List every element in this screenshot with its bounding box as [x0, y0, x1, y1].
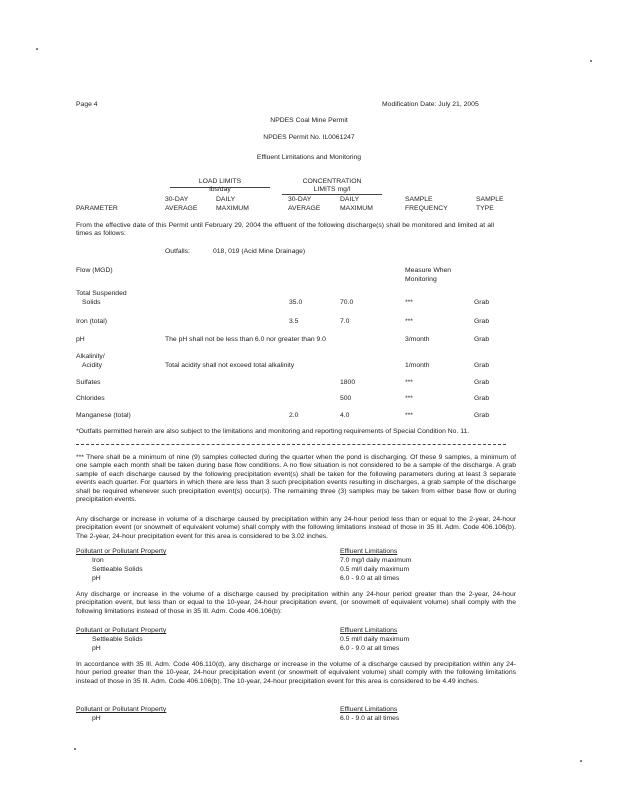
- scan-speck: [74, 748, 76, 750]
- row-ph-param: pH: [76, 336, 85, 343]
- row-alk-text: Total acidity shall not exceed total alkalinity: [165, 362, 295, 369]
- row-iron-avg: 3.5: [289, 318, 299, 325]
- row-tss-param: Total Suspended: [76, 290, 127, 297]
- row-tss-max: 70.0: [340, 299, 354, 306]
- col-conc-max-label: DAILY: [340, 196, 360, 203]
- list1-item-name: pH: [92, 575, 101, 582]
- col-conc-avg-label-2: AVERAGE: [288, 205, 321, 212]
- col-sample-freq-label: SAMPLE: [405, 196, 433, 203]
- row-mn-max: 4.0: [340, 412, 350, 419]
- row-mn-type: Grab: [474, 412, 490, 419]
- row-iron-max: 7.0: [340, 318, 350, 325]
- row-sulfate-max: 1800: [340, 379, 356, 386]
- row-mn-param: Manganese (total): [76, 412, 131, 419]
- permit-number: NPDES Permit No. IL0061247: [263, 134, 355, 141]
- modification-date: Modification Date: July 21, 2005: [382, 101, 479, 108]
- row-alk-param-2: Acidity: [82, 362, 103, 369]
- load-limits-heading: LOAD LIMITS: [198, 178, 242, 185]
- row-flow-param: Flow (MGD): [76, 267, 113, 274]
- list2-item-limit: 0.5 ml/l daily maximum: [340, 636, 410, 643]
- page-title: NPDES Coal Mine Permit: [270, 117, 348, 124]
- section-title: Effluent Limitations and Monitoring: [256, 154, 362, 161]
- scan-speck: [580, 760, 582, 762]
- col-sample-freq-label-2: FREQUENCY: [405, 205, 448, 212]
- concentration-units: LIMITS mg/l: [313, 186, 351, 193]
- outfalls-footnote: *Outfalls permitted herein are also subject to the limitations and monitoring and reporting requirements of Special Condition No. 11.: [76, 428, 470, 435]
- col-conc-max-label-2: MAXIMUM: [340, 205, 373, 212]
- scan-speck: [36, 48, 38, 50]
- row-alk-freq: 1/month: [405, 362, 430, 369]
- row-flow-freq-2: Monitoring: [405, 276, 437, 283]
- row-tss-avg: 35.0: [289, 299, 303, 306]
- row-alk-type: Grab: [474, 362, 490, 369]
- concentration-heading: CONCENTRATION: [302, 178, 362, 185]
- sampling-paragraph: *** There shall be a minimum of nine (9) samples collected during the quarter when the pond is discharging. Of these 9 samples, a minimum of one sample each month shall be taken during base flow conditions. A no flow situation is not considered to be a sample of the discharge. A grab sample of each discharge caused by the following precipitation event(s) shall be taken for the following parameters during at least 3 separate events each quarter. For quarters in which there are less than 3 such precipitation events resulting in discharges, a grab sample of the discharge shall be required whenever such precipitation event(s) occur(s). The remaining three (3) samples may be taken from either base flow or during precipitation events.: [76, 454, 516, 504]
- outfall-value: 018, 019 (Acid Mine Drainage): [213, 248, 306, 255]
- row-ph-freq: 3/month: [405, 336, 430, 343]
- row-iron-freq: ***: [405, 318, 413, 325]
- row-chloride-param: Chlorides: [76, 395, 105, 402]
- row-alk-param: Alkalinity/: [76, 353, 105, 360]
- row-iron-type: Grab: [474, 318, 490, 325]
- row-mn-avg: 2.0: [289, 412, 299, 419]
- list2-heading-right: Effluent Limitations: [340, 627, 398, 634]
- list1-heading-left: Pollutant or Pollutant Property: [76, 548, 167, 555]
- row-sulfate-param: Sulfates: [76, 379, 101, 386]
- col-parameter-label: PARAMETER: [76, 205, 118, 212]
- col-load-max-label: DAILY: [216, 196, 236, 203]
- col-load-avg-label: 30-DAY: [165, 196, 189, 203]
- list1-item-name: Settleable Solids: [92, 566, 143, 573]
- scan-speck: [590, 60, 592, 62]
- row-tss-freq: ***: [405, 299, 413, 306]
- page-number: Page 4: [76, 101, 98, 108]
- list2-item-limit: 6.0 - 9.0 at all times: [340, 645, 400, 652]
- list1-item-limit: 0.5 ml/l daily maximum: [340, 566, 410, 573]
- two-year-paragraph: Any discharge or increase in volume of a discharge caused by precipitation within any 24-hour period less than or equal to the 2-year, 24-hour precipitation event (or snowmelt of equivalent volume) shall comply with the following limitations instead of those in 35 Ill. Adm. Code 406.106(b). The 2-year, 24-hour precipitation event for this area is considered to be 3.02 inches.: [76, 516, 516, 540]
- row-ph-text: The pH shall not be less than 6.0 nor greater than 9.0: [165, 336, 326, 343]
- list2-heading-left: Pollutant or Pollutant Property: [76, 627, 167, 634]
- row-tss-param-2: Solids: [82, 299, 101, 306]
- row-tss-type: Grab: [474, 299, 490, 306]
- row-sulfate-freq: ***: [405, 379, 413, 386]
- list3-heading-left: Pollutant or Pollutant Property: [76, 706, 167, 713]
- list3-item-name: pH: [92, 715, 101, 722]
- list1-item-limit: 6.0 - 9.0 at all times: [340, 575, 400, 582]
- list3-item-limit: 6.0 - 9.0 at all times: [340, 715, 400, 722]
- row-flow-freq: Measure When: [405, 267, 452, 274]
- col-sample-type-label: SAMPLE: [476, 196, 504, 203]
- row-sulfate-type: Grab: [474, 379, 490, 386]
- list3-heading-right: Effluent Limitations: [340, 706, 398, 713]
- list1-item-limit: 7.0 mg/l daily maximum: [340, 557, 412, 564]
- list2-item-name: Settleable Solids: [92, 636, 143, 643]
- intro-text: From the effective date of this Permit until February 29, 2004 the effluent of the following discharge(s) shall be monitored and limited at all times as follows:: [76, 222, 494, 238]
- load-limits-units: lbs/day: [209, 186, 231, 193]
- col-sample-type-label-2: TYPE: [476, 205, 494, 212]
- row-chloride-max: 500: [340, 395, 352, 402]
- col-load-avg-label-2: AVERAGE: [165, 205, 198, 212]
- accordance-paragraph: In accordance with 35 Ill. Adm. Code 406.110(d), any discharge or increase in the volume of a discharge caused by precipitation within any 24-hour period greater than the 10-year, 24-hour precipitation event (or snowmelt of equivalent volume) shall comply with the following limitations instead of those in 35 Ill. Adm. Code 406.106(b). The 10-year, 24-hour precipitation event for this area is considered to be 4.49 inches.: [76, 661, 516, 685]
- row-chloride-type: Grab: [474, 395, 490, 402]
- list2-item-name: pH: [92, 645, 101, 652]
- ten-year-paragraph: Any discharge or increase in the volume of a discharge caused by precipitation within any 24-hour period greater than the 2-year, 24-hour precipitation event, but less than or equal to the 10-year, 24-hour precipitation event, (or snowmelt of equivalent volume) shall comply with the following limitations instead of those in 35 Ill. Adm. Code 406.106(b):: [76, 591, 516, 615]
- row-ph-type: Grab: [474, 336, 490, 343]
- list1-item-name: Iron: [92, 557, 104, 564]
- col-conc-avg-label: 30-DAY: [288, 196, 312, 203]
- outfall-label: Outfalls:: [165, 248, 190, 255]
- col-load-max-label-2: MAXIMUM: [216, 205, 249, 212]
- row-chloride-freq: ***: [405, 395, 413, 402]
- row-mn-freq: ***: [405, 412, 413, 419]
- row-iron-param: Iron (total): [76, 318, 107, 325]
- list1-heading-right: Effluent Limitations: [340, 548, 398, 555]
